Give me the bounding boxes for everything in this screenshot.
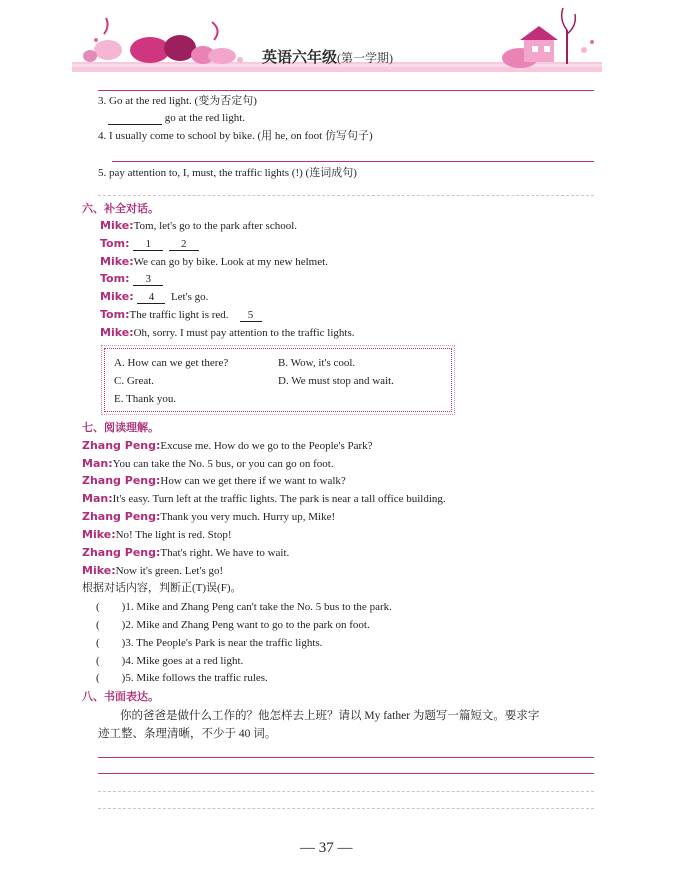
speaker-name: Mike xyxy=(100,326,130,339)
answer-blank-4[interactable]: 4 xyxy=(137,290,165,304)
page-number: — 37 — xyxy=(300,840,353,856)
question-5: 5. pay attention to, I, must, the traffic lights (!) (连词成句) xyxy=(98,167,357,179)
writing-line[interactable] xyxy=(98,791,594,792)
header-decoration xyxy=(0,0,675,80)
option-e: E. Thank you. xyxy=(114,393,177,405)
reading-line: Mike:Now it's green. Let's go! xyxy=(82,564,224,577)
tf-statement: 3. The People's Park is near the traffic lights. xyxy=(125,637,323,649)
reading-line: Zhang Peng:Excuse me. How do we go to the People's Park? xyxy=(82,439,373,452)
answer-blank-3[interactable]: 3 xyxy=(133,272,163,286)
speaker-name: Mike xyxy=(82,564,112,577)
speaker-name: Tom xyxy=(100,272,126,285)
speaker-name: Mike xyxy=(100,290,130,303)
answer-blank[interactable] xyxy=(108,111,162,125)
tf-answer-paren[interactable]: ( ) xyxy=(96,601,126,613)
option-d: D. We must stop and wait. xyxy=(278,375,394,387)
writing-line[interactable] xyxy=(98,757,594,758)
question-3-answer-tail: go at the red light. xyxy=(164,112,246,124)
tf-statement: 4. Mike goes at a red light. xyxy=(125,655,244,667)
option-b: B. Wow, it's cool. xyxy=(278,357,356,369)
tf-statement: 2. Mike and Zhang Peng want to go to the park on foot. xyxy=(125,619,370,631)
dialogue-line: Mike: 4 Let's go. xyxy=(100,290,209,303)
speaker-name: Zhang Peng xyxy=(82,510,156,523)
reading-text: How can we get there if we want to walk? xyxy=(160,475,346,487)
writing-line[interactable] xyxy=(98,808,594,809)
tf-item xyxy=(96,671,268,685)
reading-text: Now it's green. Let's go! xyxy=(115,565,224,577)
dialogue-line: Tom:The traffic light is red. 5 xyxy=(100,308,262,322)
dialogue-text: We can go by bike. Look at my new helmet. xyxy=(133,256,328,268)
question-3-answer xyxy=(108,111,245,125)
speaker-name: Mike xyxy=(100,219,130,232)
book-term: (第一学期) xyxy=(337,51,394,65)
answer-line[interactable] xyxy=(98,90,594,91)
answer-line[interactable] xyxy=(98,195,594,196)
reading-text: No! The light is red. Stop! xyxy=(115,529,232,541)
speaker-name: Man xyxy=(82,457,109,470)
reading-text: Thank you very much. Hurry up, Mike! xyxy=(160,511,336,523)
section-6-heading: 六、补全对话。 xyxy=(82,202,159,215)
speaker-name: Mike xyxy=(82,528,112,541)
section-7-heading: 七、阅读理解。 xyxy=(82,421,159,434)
reading-line: Man:It's easy. Turn left at the traffic lights. The park is near a tall office building. xyxy=(82,492,446,505)
reading-text: That's right. We have to wait. xyxy=(160,547,290,559)
writing-line[interactable] xyxy=(98,773,594,774)
tf-item xyxy=(96,618,370,632)
book-title: 英语六年级 xyxy=(262,50,338,66)
tf-statement: 5. Mike follows the traffic rules. xyxy=(125,672,268,684)
reading-line: Zhang Peng:How can we get there if we want to walk? xyxy=(82,474,346,487)
tf-instruction: 根据对话内容，判断正(T)误(F)。 xyxy=(82,582,242,594)
reading-line: Zhang Peng:Thank you very much. Hurry up, Mike! xyxy=(82,510,336,523)
writing-prompt: 你的爸爸是做什么工作的？他怎样去上班？请以 My father 为题写一篇短文。要求字 xyxy=(120,710,540,722)
reading-line: Mike:No! The light is red. Stop! xyxy=(82,528,232,541)
dialogue-text: Let's go. xyxy=(170,291,209,303)
speaker-name: Man xyxy=(82,492,109,505)
speaker-name: Zhang Peng xyxy=(82,546,156,559)
tf-item xyxy=(96,600,392,614)
dialogue-text: The traffic light is red. xyxy=(129,309,229,321)
dialogue-line: Mike:Tom, let's go to the park after school. xyxy=(100,219,298,232)
answer-blank-1[interactable]: 1 xyxy=(133,237,163,251)
dialogue-text: Tom, let's go to the park after school. xyxy=(133,220,298,232)
section-8-heading: 八、书面表达。 xyxy=(82,690,159,703)
answer-line[interactable] xyxy=(112,161,594,162)
tf-answer-paren[interactable]: ( ) xyxy=(96,672,126,684)
tf-answer-paren[interactable]: ( ) xyxy=(96,637,126,649)
reading-text: It's easy. Turn left at the traffic lights. The park is near a tall office building. xyxy=(112,493,446,505)
question-3: 3. Go at the red light. (变为否定句) xyxy=(98,95,257,107)
dialogue-line: Mike:We can go by bike. Look at my new helmet. xyxy=(100,255,328,268)
reading-line: Zhang Peng:That's right. We have to wait. xyxy=(82,546,290,559)
dialogue-line: Tom: 1 2 xyxy=(100,237,199,251)
page-header xyxy=(0,0,675,80)
answer-blank-5[interactable]: 5 xyxy=(240,308,262,322)
tf-answer-paren[interactable]: ( ) xyxy=(96,655,126,667)
dialogue-line: Mike:Oh, sorry. I must pay attention to the traffic lights. xyxy=(100,326,355,339)
reading-text: Excuse me. How do we go to the People's Park? xyxy=(160,440,373,452)
tf-item xyxy=(96,636,322,650)
option-c: C. Great. xyxy=(114,375,155,387)
speaker-name: Zhang Peng xyxy=(82,474,156,487)
reading-line: Man:You can take the No. 5 bus, or you can go on foot. xyxy=(82,457,334,470)
option-a: A. How can we get there? xyxy=(114,357,229,369)
reading-text: You can take the No. 5 bus, or you can go on foot. xyxy=(112,458,334,470)
dialogue-line: Tom: 3 xyxy=(100,272,163,286)
question-4: 4. I usually come to school by bike. (用 he, on foot 仿写句子) xyxy=(98,130,373,142)
speaker-name: Tom xyxy=(100,237,126,250)
dialogue-text: Oh, sorry. I must pay attention to the traffic lights. xyxy=(133,327,355,339)
tf-statement: 1. Mike and Zhang Peng can't take the No. 5 bus to the park. xyxy=(125,601,392,613)
speaker-name: Zhang Peng xyxy=(82,439,156,452)
writing-prompt-cont: 迹工整、条理清晰，不少于 40 词。 xyxy=(98,728,277,740)
speaker-name: Tom xyxy=(100,308,126,321)
speaker-name: Mike xyxy=(100,255,130,268)
tf-answer-paren[interactable]: ( ) xyxy=(96,619,126,631)
answer-blank-2[interactable]: 2 xyxy=(169,237,199,251)
tf-item xyxy=(96,654,243,668)
header-title xyxy=(262,46,393,67)
